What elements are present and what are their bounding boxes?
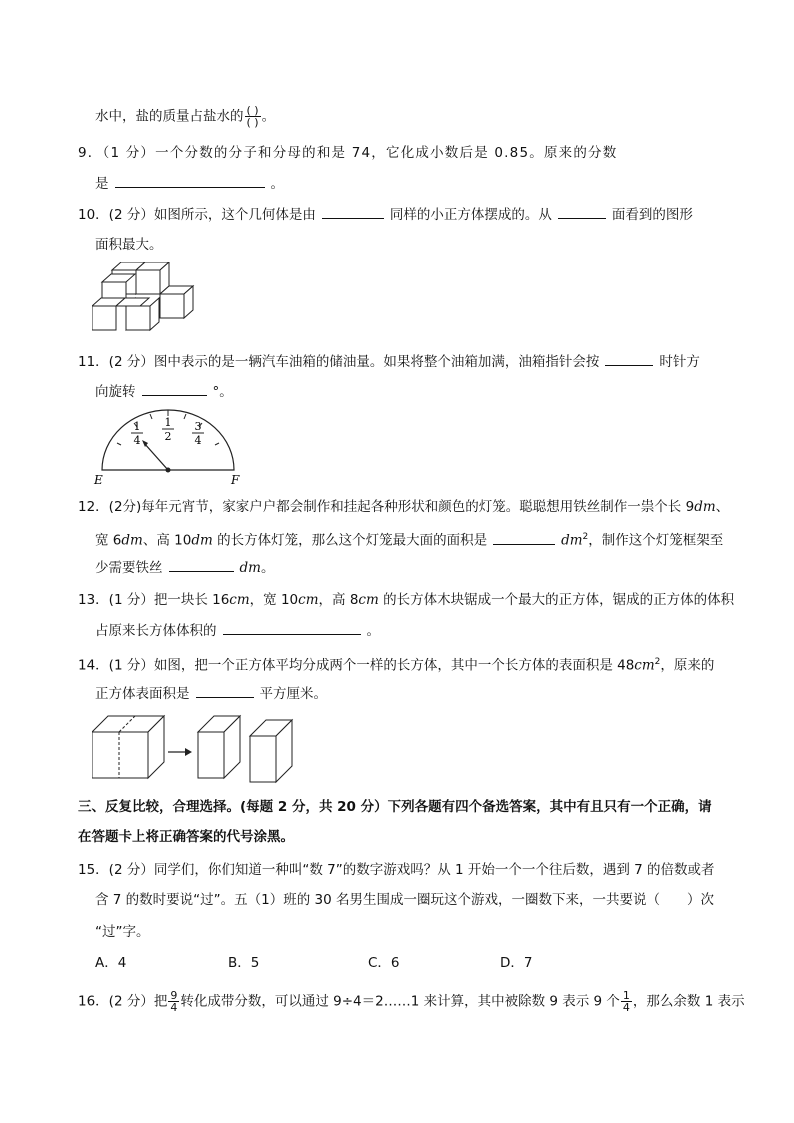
q16-text-b: 转化成带分数，可以通过 9÷4＝2……1 来计算，其中被除数 9 表示 9 个 (180, 993, 620, 1010)
section3-line1: 三、反复比较，合理选择。(每题 2 分，共 20 分）下列各题有四个备选答案，其中有且只有一个正确，请 (78, 799, 712, 815)
q10-blank-direction[interactable] (558, 204, 606, 219)
q13-text-d: 的长方体木块锯成一个最大的正方体，锯成的正方体的体积 (378, 592, 735, 608)
q10-line1 (78, 204, 693, 225)
q13-line1 (78, 590, 734, 610)
q16-frac1-den: 4 (170, 1001, 178, 1014)
q8-end: 。 (261, 108, 276, 125)
q12-unit-2: dm (121, 532, 143, 549)
q15-line1: 15．(2 分）同学们，你们知道一种叫“数 7”的数字游戏吗？从 1 开始一个一个往后数，遇到 7 的倍数或者 (78, 862, 715, 878)
q8-line (95, 105, 275, 128)
q10-text-b: 同样的小正方体摆成的。从 (389, 207, 552, 223)
section3-line2: 在答题卡上将正确答案的代号涂黑。 (78, 829, 294, 845)
q12-text-c: 宽 6 (95, 532, 122, 549)
q13-line2 (95, 620, 380, 641)
gauge-frac2-den: 2 (164, 430, 172, 443)
q11-fuel-gauge (90, 405, 250, 485)
q13-unit-2: cm (298, 592, 319, 608)
gauge-label-f: F (231, 473, 240, 485)
q9-end: 。 (270, 176, 284, 192)
q16-frac1-num: 9 (170, 989, 178, 1002)
gauge-frac1-den: 4 (133, 434, 141, 447)
q11-text-b: 时针方 (659, 354, 700, 370)
q16-fraction-2 (621, 990, 632, 1013)
gauge-frac2-num: 1 (164, 416, 172, 429)
q12-unit-3: dm (191, 532, 213, 549)
q12-end: 。 (260, 560, 275, 576)
q11-line2 (95, 381, 233, 402)
q12-line2 (95, 527, 723, 551)
q15-option-d[interactable]: D．7 (500, 955, 533, 971)
q14-answer-blank[interactable] (196, 683, 254, 698)
gauge-pivot (166, 468, 171, 473)
q8-fraction (245, 105, 261, 128)
q12-sup: 2 (582, 532, 589, 542)
q16-frac2-num: 1 (622, 989, 630, 1002)
q14-sup: 2 (654, 657, 661, 667)
q12-unit-5: dm (239, 560, 261, 576)
q12-unit-4: dm (561, 532, 583, 549)
q9-line2 (95, 173, 284, 194)
q13-text-c: ，高 8 (318, 592, 359, 608)
q13-unit-3: cm (358, 592, 379, 608)
q12-line3 (95, 557, 274, 578)
q12-text-f: ，制作这个灯笼框架至 (588, 532, 724, 549)
q15-option-a[interactable]: A．4 (95, 955, 127, 971)
q12-text-d: 、高 10 (142, 532, 192, 549)
q9-answer-blank[interactable] (115, 173, 265, 188)
q10-blank-count[interactable] (322, 204, 384, 219)
q14-text-c: 正方体表面积是 (95, 686, 190, 702)
q8-frac-den: ( ) (246, 116, 259, 129)
q11-blank-direction[interactable] (605, 351, 653, 366)
gauge-frac3-num: 3 (194, 420, 202, 433)
q8-text: 水中，盐的质量占盐水的 (95, 108, 244, 125)
q8-frac-num: ( ) (246, 104, 259, 117)
q13-answer-blank[interactable] (223, 620, 361, 635)
q16-text-c: ，那么余数 1 表示 (632, 993, 745, 1010)
q10-text-c: 面看到的图形 (611, 207, 693, 223)
q14-text-d: 平方厘米。 (259, 686, 327, 702)
q16-text-a: 16．(2 分）把 (78, 993, 168, 1010)
q14-line1 (78, 652, 714, 676)
gauge-needle (144, 443, 168, 470)
gauge-frac1-num: 1 (133, 420, 141, 433)
q13-text-b: ，宽 10 (249, 592, 299, 608)
q15-line2: 含 7 的数时要说“过”。五（1）班的 30 名男生围成一圈玩这个游戏，一圈数下来，一共要说（ ）次 (95, 892, 715, 908)
q9-text: 是 (95, 176, 109, 192)
q14-unit: cm (634, 657, 655, 674)
q11-line1 (78, 351, 700, 372)
q10-line2: 面积最大。 (95, 237, 163, 253)
q13-text-a: 13．(1 分）把一块长 16 (78, 592, 230, 608)
q12-blank-wire[interactable] (169, 557, 234, 572)
q12-text-e: 的长方体灯笼，那么这个灯笼最大面的面积是 (212, 532, 488, 549)
q15-option-c[interactable]: C．6 (368, 955, 400, 971)
gauge-frac3-den: 4 (194, 434, 202, 447)
q12-unit-1: dm (694, 499, 716, 515)
q9-line1: 9．（1 分）一个分数的分子和分母的和是 74，它化成小数后是 0.85。原来的分数 (78, 145, 618, 161)
q12-line1 (78, 497, 729, 517)
q12-text-b: 、 (715, 499, 730, 515)
q11-text-a: 11．(2 分）图中表示的是一辆汽车油箱的储油量。如果将整个油箱加满，油箱指针会按 (78, 354, 600, 370)
q16-frac2-den: 4 (622, 1001, 630, 1014)
q14-cube-split-figure (92, 714, 307, 784)
q13-text-e: 占原来长方体体积的 (95, 623, 217, 639)
q16-line1 (78, 990, 745, 1013)
q12-text-g: 少需要铁丝 (95, 560, 163, 576)
q10-cube-figure (92, 262, 202, 342)
q11-text-c: 向旋转 (95, 384, 136, 400)
q13-end: 。 (366, 623, 380, 639)
gauge-label-e: E (94, 473, 103, 485)
q10-text-a: 10．(2 分）如图所示，这个几何体是由 (78, 207, 316, 223)
q11-blank-degrees[interactable] (142, 381, 207, 396)
q15-option-b[interactable]: B．5 (228, 955, 260, 971)
q12-blank-area[interactable] (493, 530, 555, 545)
q15-line3: “过”字。 (95, 924, 150, 940)
q14-text-a: 14．(1 分）如图，把一个正方体平均分成两个一样的长方体，其中一个长方体的表面积是 48 (78, 657, 635, 674)
q16-fraction-1 (168, 990, 179, 1013)
q14-text-b: ，原来的 (660, 657, 715, 674)
q13-unit-1: cm (229, 592, 250, 608)
q12-text-a: 12．(2分)每年元宵节，家家户户都会制作和挂起各种形状和颜色的灯笼。聪聪想用铁丝制作一祟个长 9 (78, 499, 695, 515)
q11-text-d: °。 (212, 384, 233, 400)
q14-line2 (95, 683, 327, 704)
